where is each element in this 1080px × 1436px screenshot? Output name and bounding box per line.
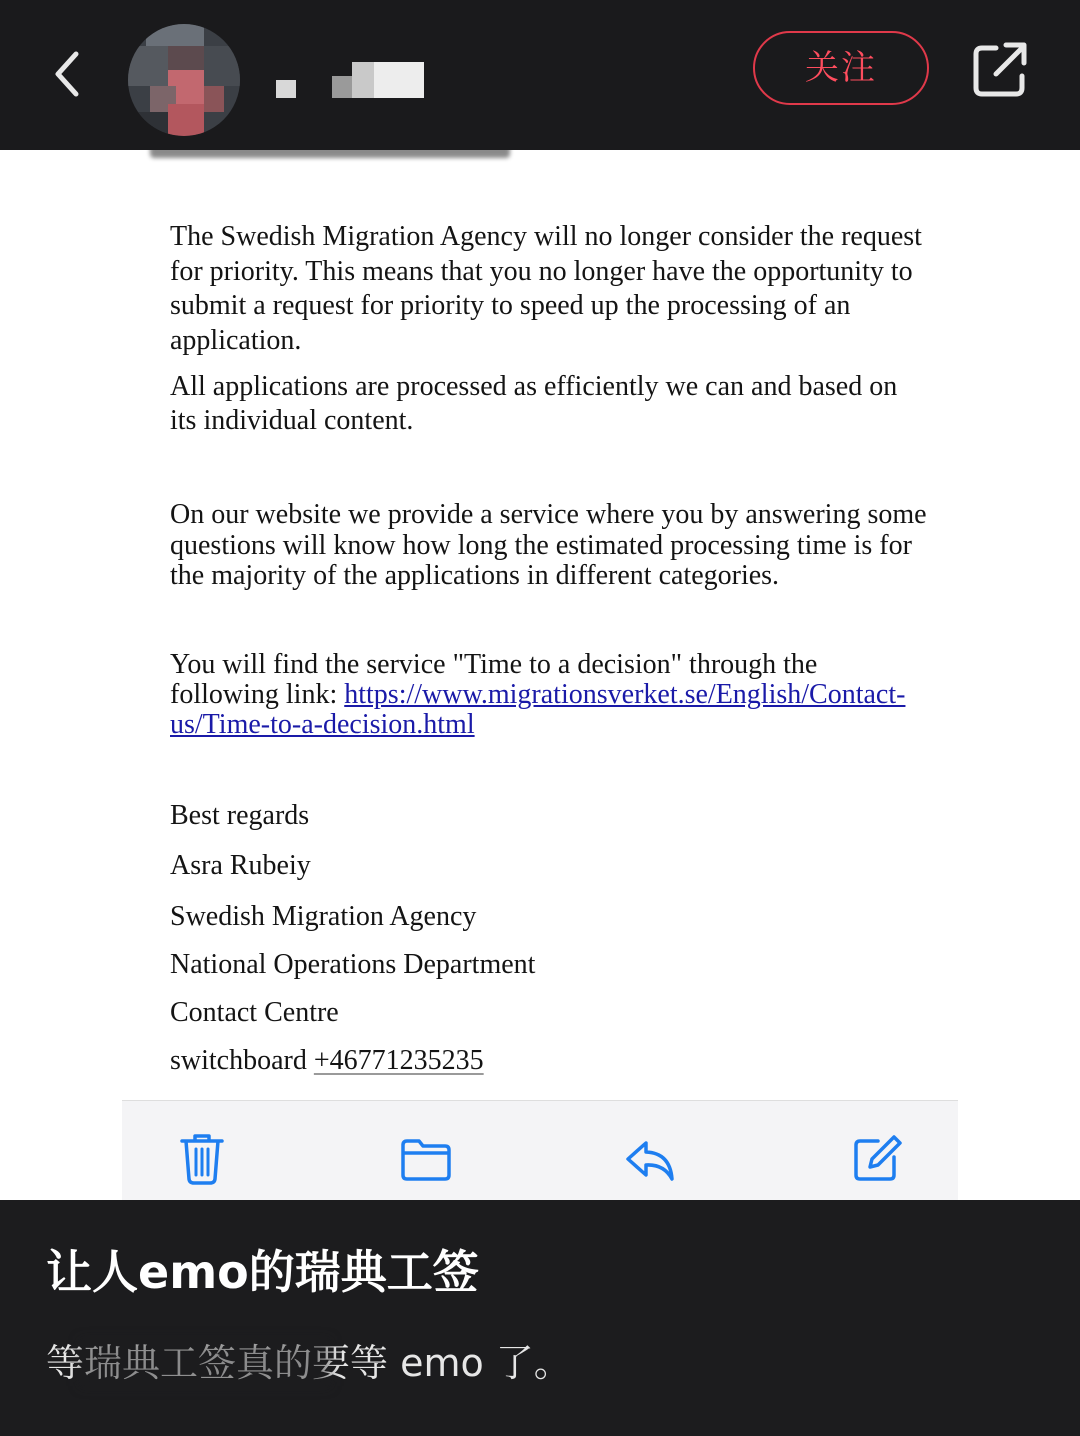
signature-agency: Swedish Migration Agency (170, 901, 477, 932)
compose-icon (848, 1131, 904, 1187)
delete-button[interactable] (174, 1131, 230, 1187)
post-header (0, 0, 1080, 150)
switchboard-phone-link[interactable]: +46771235235 (313, 1045, 484, 1076)
post-body: 等瑞典工签真的要等 emo 了。 (46, 1341, 572, 1385)
trash-icon (174, 1131, 230, 1187)
decision-time-link[interactable]: https://www.migrationsverket.se/English/Contact-us/Time-to-a-decision.html (170, 679, 906, 740)
follow-button[interactable]: 关注 (753, 31, 929, 105)
email-paragraph-service (170, 650, 930, 740)
signature-unit: Contact Centre (170, 997, 339, 1028)
username[interactable] (276, 58, 426, 100)
switchboard-label: switchboard (170, 1045, 314, 1076)
back-button[interactable] (40, 40, 100, 108)
avatar[interactable] (128, 24, 240, 136)
signature-closing: Best regards (170, 800, 310, 831)
post-title: 让人emo的瑞典工签 (46, 1245, 479, 1299)
email-paragraph: The Swedish Migration Agency will no longer consider the request for priority. This means that you no longer have the opportunity to submit a request for priority to speed up the processing of an application. (170, 221, 922, 356)
share-icon (966, 38, 1034, 102)
signature-department: National Operations Department (170, 949, 536, 980)
compose-button[interactable] (848, 1131, 904, 1187)
mail-toolbar (122, 1100, 958, 1200)
folder-icon (398, 1131, 454, 1187)
share-button[interactable] (966, 38, 1034, 102)
email-paragraph: All applications are processed as efficiently we can and based on its individual content. (170, 371, 898, 436)
email-paragraph: On our website we provide a service where you by answering some questions will know how long the estimated processing time is for the majority of the applications in different categories. (170, 499, 927, 591)
chevron-left-icon (40, 40, 100, 108)
service-text: You will find the service "Time to a decision" through the following link: (170, 649, 818, 710)
reply-button[interactable] (622, 1131, 678, 1187)
email-screenshot (0, 150, 1080, 1200)
reply-icon (622, 1131, 678, 1187)
signature-switchboard (170, 1045, 484, 1077)
cropped-text-fragment (150, 150, 510, 158)
move-folder-button[interactable] (398, 1131, 454, 1187)
signature-name: Asra Rubeiy (170, 850, 311, 881)
